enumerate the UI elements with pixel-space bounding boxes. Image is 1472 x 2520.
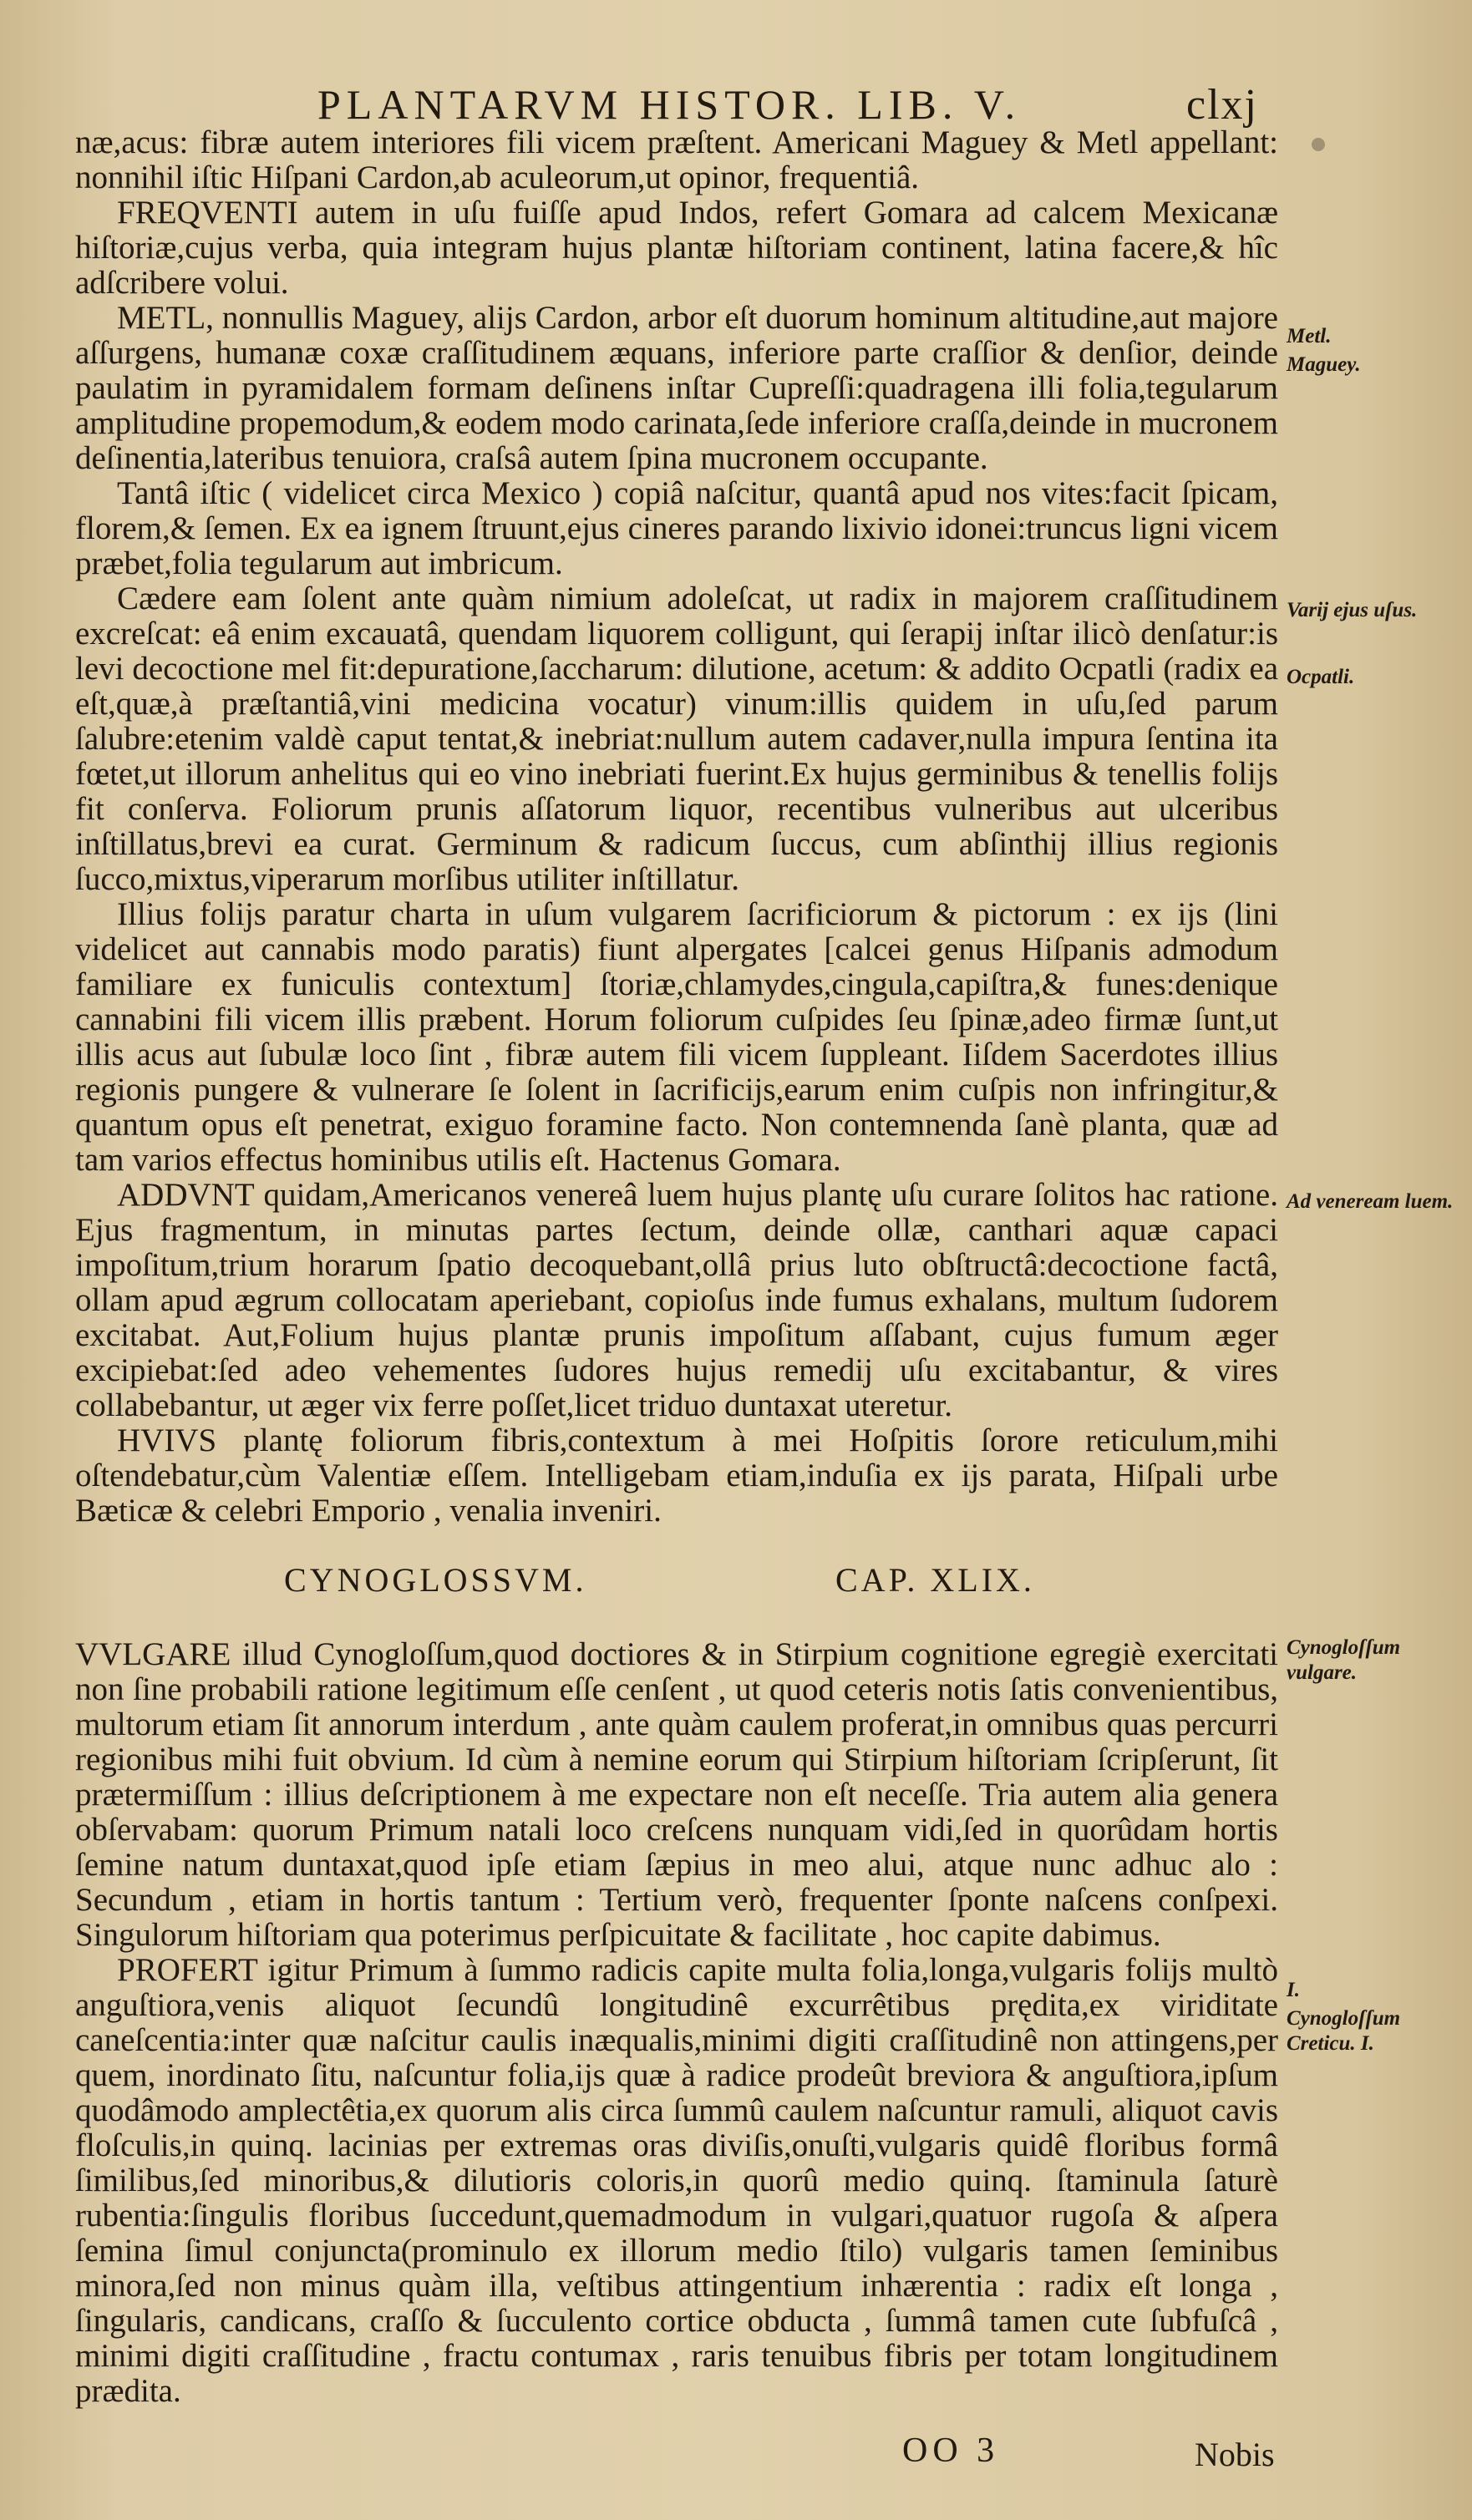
paragraph: Tantâ iſtic ( videlicet circa Mexico ) copiâ naſcitur, quantâ apud nos vites:facit ſpicam, florem,& ſemen. Ex ea ignem ſtruunt,ejus cineres parando lixivio idonei:truncus ligni vicem præbet,folia tegularum aut imbricum. bbox=[75, 475, 1278, 581]
margin-note: Ocpatli. bbox=[1287, 666, 1355, 688]
chapter-heading bbox=[284, 1560, 1119, 1600]
chapter-number: CAP. XLIX. bbox=[835, 1561, 1035, 1599]
chapter-title: CYNOGLOSSVM. bbox=[284, 1561, 587, 1599]
margin-note: Maguey. bbox=[1287, 353, 1361, 376]
margin-note: Varij ejus uſus. bbox=[1287, 599, 1418, 621]
paragraph: næ,acus: fibræ autem interiores fili vicem præſtent. Americani Maguey & Metl appellant: nonnihil iſtic Hiſpani Cardon,ab aculeorum,ut opinor, frequentiâ. bbox=[75, 124, 1278, 195]
main-text-top bbox=[75, 125, 1278, 1529]
margin-note: Cynogloſſum vulgare. bbox=[1287, 1636, 1401, 1684]
paragraph: Illius folijs paratur charta in uſum vulgarem ſacrificiorum & pictorum : ex ijs (lini videlicet aut cannabis modo paratis) fiunt alpergates [calcei genus Hiſpanis admodum familiare ex funiculis contextum] ſtoriæ,chlamydes,cingula,capiſtra,& funes:denique cannabini fili vicem illis præbent. Horum foliorum cuſpides ſeu ſpinæ,adeo firmæ ſunt,ut illis acus aut ſubulæ loco ſint , fibræ autem fili vicem ſuppleant. Iiſdem Sacerdotes illius regionis pungere & vulnerare ſe ſolent in ſacrificijs,earum enim cuſpis non infringitur,& quantum opus eſt penetrat, exiguo foramine facto. Non contemnenda ſanè planta, quæ ad tam varios effectus hominibus utilis eſt. Hactenus Gomara. bbox=[75, 896, 1278, 1178]
paragraph: PROFERT igitur Primum à ſummo radicis capite multa folia,longa,vulgaris folijs multò anguſtiora,venis aliquot ſecundû longitudinê excurrêtibus prędita,ex viriditate caneſcentia:inter quæ naſcitur caulis inæqualis,minimi digiti craſſitudinê non attingens,per quem, inordinato ſitu, naſcuntur folia,ijs quæ à radice prodeût breviora & anguſtiora,ipſum quodâmodo amplectêtia,ex quorum alis circa ſummû caulem naſcuntur ramuli, aliquot cavis floſculis,in quinq. lacinias per extremas oras diviſis,onuſti,vulgaris quidê floribus formâ ſimilibus,ſed minoribus,& dilutioris coloris,in quorû medio quinq. ſtaminula ſaturè rubentia:ſingulis floribus ſuccedunt,quemadmodum in vulgari,quatuor rugoſa & aſpera ſemina ſimul conjuncta(prominulo ex illorum medio ſtilo) vulgaris tamen ſeminibus minora,ſed non minus quàm illa, veſtibus attingentium inhærentia : radix eſt longa , ſingularis, candicans, craſſo & ſucculento cortice obducta , ſummâ tamen cute ſubfuſcâ , minimi digiti craſſitudine , fractu contumax , raris tenuibus fibris per totam longitudinem prædita. bbox=[75, 1952, 1278, 2409]
catchword: Nobis bbox=[1195, 2436, 1275, 2473]
margin-note: Ad veneream luem. bbox=[1287, 1190, 1454, 1213]
paragraph: FREQVENTI autem in uſu fuiſſe apud Indos, refert Gomara ad calcem Mexicanæ hiſtoriæ,cujus verba, quia integram hujus plantæ hiſtoriam continent, latina facere,& hîc adſcribere volui. bbox=[75, 195, 1278, 301]
margin-note: I. bbox=[1287, 1979, 1300, 2001]
folio-number: clxj bbox=[1186, 81, 1258, 129]
paragraph: ADDVNT quidam,Americanos venereâ luem hujus plantę uſu curare ſolitos hac ratione. Ejus fragmentum, in minutas partes ſectum, deinde ollæ, canthari aquæ capaci impoſitum,trium horarum ſpatio decoquebant,ollâ prius luto obſtructâ:decoctione factâ, ollam apud ægrum collocatam aperiebant, copioſus inde fumus exhalans, multum ſudorem excitabat. Aut,Folium hujus plantæ prunis impoſitum aſſabant, cujus fumum æger excipiebat:ſed adeo vehementes ſudores hujus remedij uſu excitabantur, & vires collabebantur, ut æger vix ferre poſſet,licet triduo duntaxat uteretur. bbox=[75, 1177, 1278, 1423]
paragraph: METL, nonnullis Maguey, alijs Cardon, arbor eſt duorum hominum altitudine,aut majore aſſurgens, humanæ coxæ craſſitudinem æquans, inferiore parte craſſior & denſior, deinde paulatim in pyramidalem formam deſinens inſtar Cupreſſi:quadragena illi folia,tegularum amplitudine propemodum,& eodem modo carinata,ſede inferiore craſſa,deinde in mucronem deſinentia,lateribus tenuiora, craſsâ autem ſpina mucronem occupante. bbox=[75, 300, 1278, 476]
running-title: PLANTARVM HISTOR. LIB. V. bbox=[317, 81, 1022, 128]
ink-smudge bbox=[1312, 138, 1325, 151]
paragraph: VVLGARE illud Cynogloſſum,quod doctiores & in Stirpium cognitione egregiè exercitati non ſine probabili ratione legitimum eſſe cenſent , ut quod ceteris notis ſatis convenientibus, multorum etiam ſit annorum interdum , ante quàm caulem proferat,in omnibus quas percurri regionibus mihi fuit obvium. Id cùm à nemine eorum qui Stirpium hiſtoriam ſcripſerunt, ſit prætermiſſum : illius deſcriptionem à me expectare non eſt neceſſe. Tria autem alia genera obſervabam: quorum Primum natali loco creſcens nunquam vidi,ſed in quorûdam hortis ſemine natum duntaxat,quod ipſe etiam ſæpius in meo alui, atque nunc adhuc alo : Secundum , etiam in hortis tantum : Tertium verò, frequenter ſponte naſcens conſpexi. Singulorum hiſtoriam qua poterimus perſpicuitate & facilitate , hoc capite dabimus. bbox=[75, 1636, 1278, 1953]
paragraph: HVIVS plantę foliorum fibris,contextum à mei Hoſpitis ſorore reticulum,mihi oſtendebatur,cùm Valentiæ eſſem. Intelligebam etiam,induſia ex ijs parata, Hiſpali urbe Bæticæ & celebri Emporio , venalia inveniri. bbox=[75, 1422, 1278, 1529]
signature-mark: OO 3 bbox=[902, 2431, 1000, 2470]
paragraph: Cædere eam ſolent ante quàm nimium adoleſcat, ut radix in majorem craſſitudinem excreſcat: eâ enim excauatâ, quendam liquorem colligunt, qui ſerapij inſtar ilicò denſatur:is levi decoctione mel fit:depuratione,ſaccharum: dilutione, acetum: & addito Ocpatli (radix ea eſt,quæ,à præſtantiâ,vini medicina vocatur) vinum:illis quidem in uſu,ſed parum ſalubre:etenim valdè caput tentat,& inebriat:nullum autem cadaver,nulla impura ſentina ita fœtet,ut illorum anhelitus qui eo vino inebriati fuerint.Ex hujus germinibus & tenellis folijs fit conſerva. Foliorum prunis aſſatorum liquor, recentibus vulneribus aut ulceribus inſtillatus,brevi ea curat. Germinum & radicum ſuccus, cum abſinthij illius regionis ſucco,mixtus,viperarum morſibus utiliter inſtillatur. bbox=[75, 581, 1278, 897]
margin-note: Cynogloſſum Creticu. I. bbox=[1287, 2007, 1401, 2055]
margin-note: Metl. bbox=[1287, 325, 1332, 347]
main-text-bottom bbox=[75, 1637, 1278, 2409]
